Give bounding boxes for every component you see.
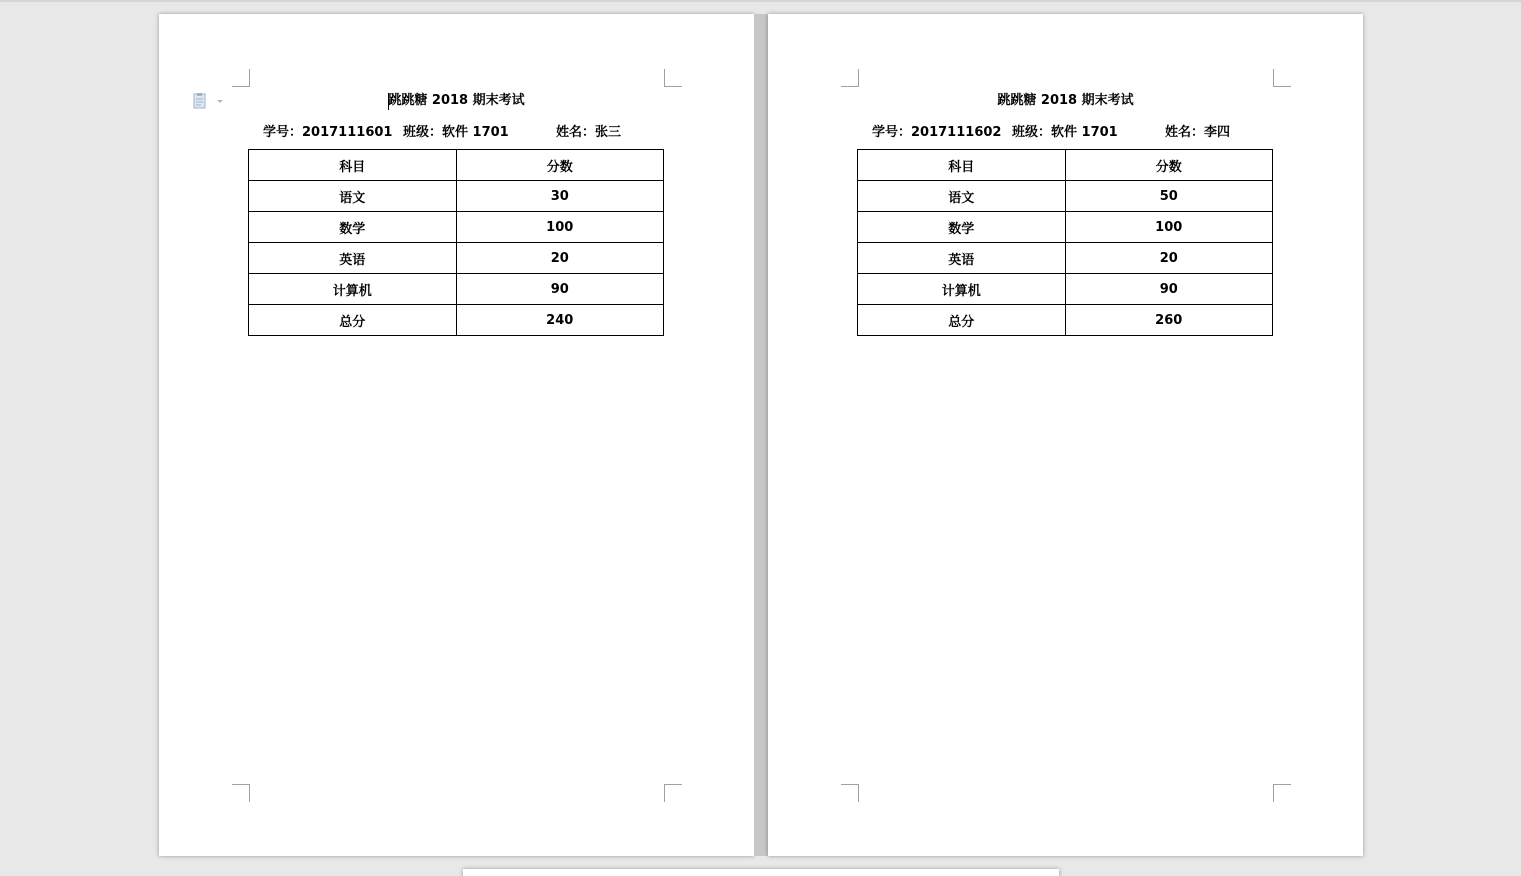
crop-mark-top-right xyxy=(1273,69,1291,87)
crop-mark-top-left xyxy=(841,69,859,87)
table-row xyxy=(249,212,664,243)
subject-cell[interactable]: 总分 xyxy=(249,305,457,336)
subject-cell[interactable]: 数学 xyxy=(858,212,1066,243)
subject-cell[interactable]: 计算机 xyxy=(858,274,1066,305)
score-table[interactable] xyxy=(857,149,1273,336)
header-subject[interactable]: 科目 xyxy=(858,150,1066,181)
paste-options-icon[interactable] xyxy=(193,93,223,109)
header-score[interactable]: 分数 xyxy=(1065,150,1273,181)
subject-cell[interactable]: 语文 xyxy=(858,181,1066,212)
header-subject[interactable]: 科目 xyxy=(249,150,457,181)
student-class: 班级：软件 1701 xyxy=(403,125,509,140)
table-header-row xyxy=(858,150,1273,181)
subject-cell[interactable]: 计算机 xyxy=(249,274,457,305)
student-name: 姓名：李四 xyxy=(1165,125,1231,140)
score-cell[interactable]: 50 xyxy=(1065,181,1273,212)
score-cell[interactable]: 20 xyxy=(1065,243,1273,274)
crop-mark-bottom-right xyxy=(664,784,682,802)
table-row xyxy=(858,274,1273,305)
score-cell[interactable]: 90 xyxy=(1065,274,1273,305)
document-title: 跳跳糖 2018 期末考试 xyxy=(997,93,1134,108)
score-cell[interactable]: 20 xyxy=(456,243,664,274)
table-header-row xyxy=(249,150,664,181)
subject-cell[interactable]: 数学 xyxy=(249,212,457,243)
document-title: 跳跳糖 2018 期末考试 xyxy=(388,93,525,108)
page-gutter xyxy=(754,14,768,856)
score-cell[interactable]: 30 xyxy=(456,181,664,212)
table-row xyxy=(858,212,1273,243)
document-page-2[interactable] xyxy=(768,14,1363,856)
score-cell[interactable]: 100 xyxy=(1065,212,1273,243)
table-row xyxy=(858,243,1273,274)
crop-mark-bottom-left xyxy=(232,784,250,802)
subject-cell[interactable]: 语文 xyxy=(249,181,457,212)
crop-mark-top-left xyxy=(232,69,250,87)
score-cell[interactable]: 240 xyxy=(456,305,664,336)
table-row xyxy=(249,274,664,305)
toolbar-edge xyxy=(0,0,1521,2)
table-row xyxy=(858,181,1273,212)
next-page-top xyxy=(463,869,1059,876)
header-score[interactable]: 分数 xyxy=(456,150,664,181)
student-id: 学号：2017111602 xyxy=(872,125,1002,140)
table-row xyxy=(249,181,664,212)
student-class: 班级：软件 1701 xyxy=(1012,125,1118,140)
score-cell[interactable]: 100 xyxy=(456,212,664,243)
student-name: 姓名：张三 xyxy=(556,125,622,140)
subject-cell[interactable]: 英语 xyxy=(249,243,457,274)
table-row xyxy=(249,243,664,274)
subject-cell[interactable]: 总分 xyxy=(858,305,1066,336)
crop-mark-bottom-right xyxy=(1273,784,1291,802)
document-page-1[interactable] xyxy=(159,14,754,856)
table-row xyxy=(858,305,1273,336)
score-cell[interactable]: 260 xyxy=(1065,305,1273,336)
score-cell[interactable]: 90 xyxy=(456,274,664,305)
crop-mark-bottom-left xyxy=(841,784,859,802)
subject-cell[interactable]: 英语 xyxy=(858,243,1066,274)
crop-mark-top-right xyxy=(664,69,682,87)
student-id: 学号：2017111601 xyxy=(263,125,393,140)
score-table[interactable] xyxy=(248,149,664,336)
table-row xyxy=(249,305,664,336)
